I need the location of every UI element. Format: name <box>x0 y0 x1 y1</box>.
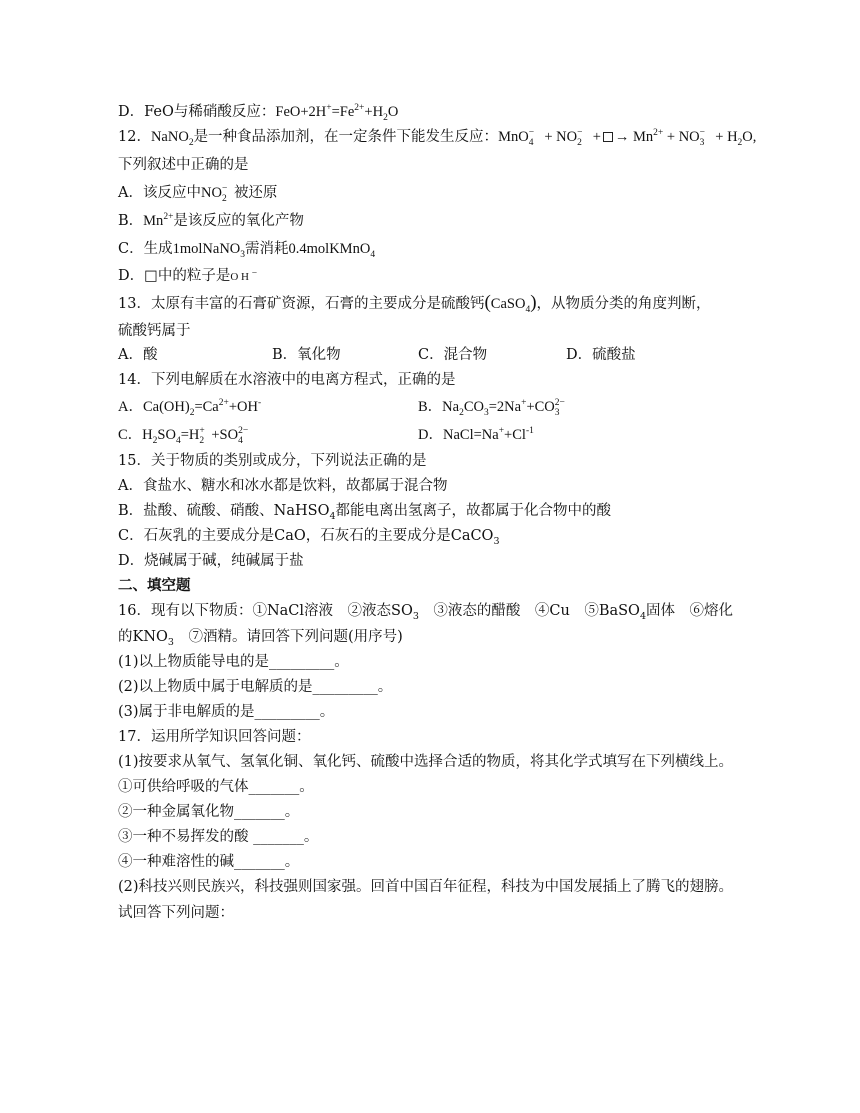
q17-sub4: ④一种难溶性的碱_______。 <box>118 854 300 870</box>
section-heading: 二、填空题 <box>118 577 191 594</box>
q17-sub3: ③一种不易挥发的酸 _______。 <box>118 829 319 845</box>
q14-option-c: C．$H_2SO_4=H$ + 2 +SO 2− 4 <box>118 426 249 446</box>
q12-nano2: NaNO$_2$ <box>150 129 194 148</box>
q13-line1-a: 13．太原有丰富的石膏矿资源，石膏的主要成分是硫酸钙 <box>118 296 485 312</box>
q17-sub1: ①可供给呼吸的气体_______。 <box>118 779 314 795</box>
q16-line1-b: ③液态的醋酸 ④Cu ⑤BaSO <box>418 603 640 619</box>
q13-option-c: C．混合物 <box>418 347 488 363</box>
q16-line2-a: 的KNO <box>118 629 168 645</box>
q14-option-b: B．$Na_2CO_3=2Na^++CO$ 2− 3 <box>418 398 565 418</box>
q13-line1-b: ，从物质分类的角度判断， <box>536 296 711 312</box>
q11-d-equation: $FeO+2H^+=Fe^{2+}+H_2O$ <box>275 103 399 123</box>
q16-stem: 16．现有以下物质：①NaCl溶液 ②液态$SO_3$ ③液态的醋酸 ④Cu ⑤BaSO$_4$固体 ⑥熔化 <box>118 603 733 622</box>
q12-option-c <box>118 239 375 259</box>
q12-stem-text: 是一种食品添加剂，在一定条件下能发生反应： <box>193 129 499 145</box>
q12-stem <box>118 127 756 147</box>
q16-line1-c: 固体 ⑥熔化 <box>646 603 733 619</box>
q12-b-formula: $Mn^{2+}$ <box>143 212 174 229</box>
q15-b-pre: B．盐酸、硫酸、硝酸、NaHSO <box>118 503 330 519</box>
q12-c-pre: C．生成 <box>118 241 173 257</box>
q14-b-label: B． <box>418 399 443 415</box>
q15-option-a: A．食盐水、糖水和冰水都是饮料，故都属于混合物 <box>118 478 448 494</box>
q12-d-formula: O H − <box>230 268 258 283</box>
q12-reaction: MnO − 4 + NO − 2 + → $Mn^{2+}$ + NO − 3 + $H_2O$, <box>498 128 757 148</box>
q14-stem: 14．下列电解质在水溶液中的电离方程式，正确的是 <box>118 372 456 388</box>
q14-option-a: A．$Ca(OH)_2=Ca^{2+}+OH^-$ <box>118 398 262 418</box>
q12-c-formula2: 0.4molKMnO$_4$ <box>288 241 376 260</box>
q14-c-label: C． <box>118 427 143 443</box>
q11-d-text: D．FeO与稀硝酸反应： <box>118 104 276 120</box>
q12-b-post: 是该反应的氧化产物 <box>173 213 304 229</box>
q16-part2: (2)以上物质中属于电解质的是_________。 <box>118 679 393 695</box>
q16-line1-a: 16．现有以下物质：①NaCl溶液 ②液态SO <box>118 603 413 619</box>
q16-stem-line2: 的$KNO_3$ ⑦酒精。请回答下列问题(用序号) <box>118 629 403 648</box>
q17-part2: (2)科技兴则民族兴，科技强则国家强。回首中国百年征程，科技为中国发展插上了腾飞的翅膀。 <box>118 879 734 895</box>
q15-option-d: D．烧碱属于碱，纯碱属于盐 <box>118 553 304 569</box>
q12-option-a <box>118 183 277 203</box>
q12-a-post: 被还原 <box>233 185 278 201</box>
q15-option-b: B．盐酸、硫酸、硝酸、NaHSO$_4$都能电离出氢离子，故都属于化合物中的酸 <box>118 503 611 522</box>
q13-stem-line2: 硫酸钙属于 <box>118 323 191 339</box>
q17-part1: (1)按要求从氧气、氢氧化铜、氧化钙、硫酸中选择合适的物质，将其化学式填写在下列横线上。 <box>118 754 734 770</box>
q12-a-formula: NO − 2 <box>200 184 228 204</box>
q14-d-label: D． <box>418 427 443 443</box>
q12-option-b <box>118 211 304 231</box>
q12-a-pre: A．该反应中 <box>118 185 201 201</box>
q17-stem: 17．运用所学知识回答问题： <box>118 729 311 745</box>
q12-c-mid: 需消耗 <box>245 241 289 257</box>
q13-option-a: A．酸 <box>118 347 158 363</box>
q12-b-pre: B． <box>118 213 144 229</box>
q17-part2-line2: 试回答下列问题： <box>118 905 234 921</box>
q11-option-d <box>118 102 398 122</box>
q13-caso4: (CaSO$_4$) <box>484 292 537 315</box>
q17-sub2: ②一种金属氧化物_______。 <box>118 804 300 820</box>
q15-c-pre: C．石灰乳的主要成分是CaO，石灰石的主要成分是CaCO <box>118 528 494 544</box>
q16-line2-b: ⑦酒精。请回答下列问题(用序号) <box>173 629 403 645</box>
q13-option-d: D．硫酸盐 <box>566 347 636 363</box>
q12-d-pre: D．□中的粒子是 <box>118 268 231 284</box>
q14-a-label: A． <box>118 399 143 415</box>
q12-option-d <box>118 266 257 287</box>
q13-option-b: B．氧化物 <box>272 347 341 363</box>
q12-c-formula1: 1molNaNO$_3$ <box>172 241 246 260</box>
q14-option-d: D．$NaCl=Na^++Cl^{-1}$ <box>418 426 534 443</box>
q15-stem: 15．关于物质的类别或成分，下列说法正确的是 <box>118 453 427 469</box>
q15-option-c: C．石灰乳的主要成分是CaO，石灰石的主要成分是CaCO$_3$ <box>118 528 500 547</box>
q16-part1: (1)以上物质能导电的是_________。 <box>118 654 349 670</box>
q13-stem <box>118 293 711 314</box>
q12-stem-line2: 下列叙述中正确的是 <box>118 157 249 173</box>
q16-part3: (3)属于非电解质的是_________。 <box>118 704 335 720</box>
q12-number: 12． <box>118 129 151 145</box>
q15-b-post: 都能电离出氢离子，故都属于化合物中的酸 <box>335 503 611 519</box>
